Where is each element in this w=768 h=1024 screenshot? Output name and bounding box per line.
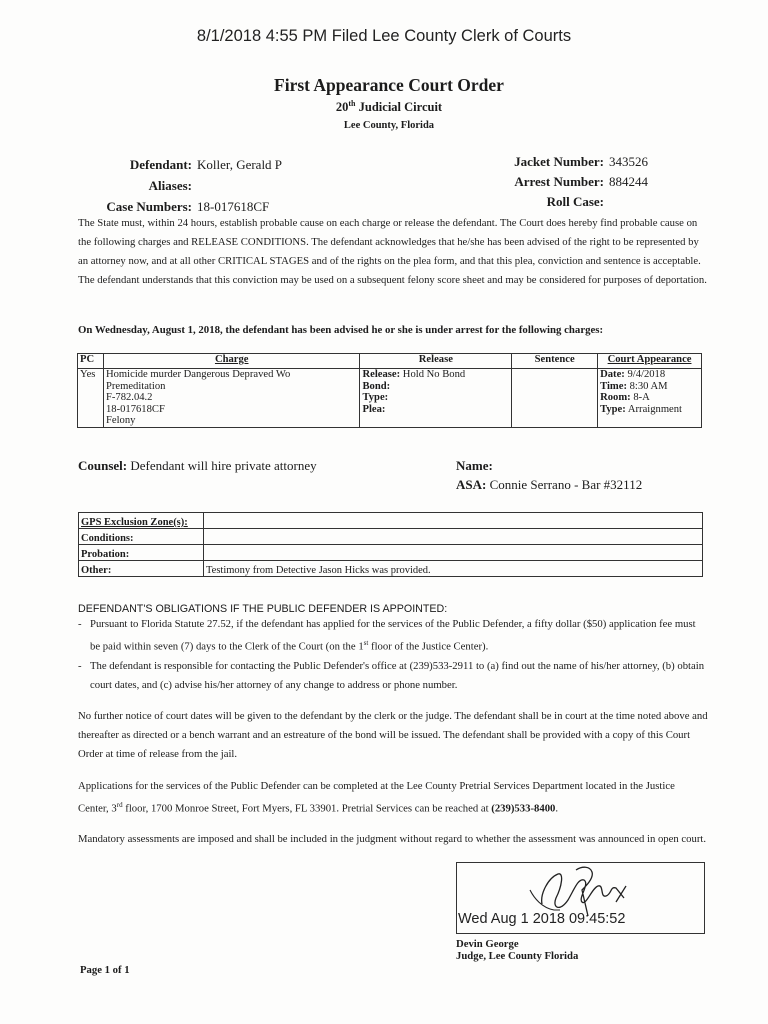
probation-row: Probation: xyxy=(79,545,703,561)
header-court-appearance: Court Appearance xyxy=(598,354,702,369)
arrest-info xyxy=(460,152,648,212)
defendant-info xyxy=(70,154,282,217)
aliases-row: Aliases: xyxy=(148,178,192,193)
judge-title: Judge, Lee County Florida xyxy=(456,950,579,962)
charges-table xyxy=(77,353,702,428)
header-release: Release xyxy=(360,354,512,369)
judge-name: Devin George xyxy=(456,938,519,950)
other-row: Other: Testimony from Detective Jason Hicks was provided. xyxy=(79,561,703,577)
county-line: Lee County, Florida xyxy=(343,120,435,131)
appearance-cell: Date: 9/4/2018 Time: 8:30 AM Room: 8-A Type: Arraignment xyxy=(598,369,702,428)
header-pc: PC xyxy=(78,354,104,369)
page-number: Page 1 of 1 xyxy=(80,964,130,976)
charges-header-row xyxy=(78,354,702,369)
filed-header: 8/1/2018 4:55 PM Filed Lee County Clerk of Courts xyxy=(196,27,572,45)
pretrial-paragraph: Applications for the services of the Public Defender can be completed at the Lee County Pretrial Services Department located in the Justice Center, 3rd floor, 1700 Monroe Street, Fort Myers, FL 33901. Pretrial Services can be reached at (239)533-8400. xyxy=(78,780,675,815)
gps-row: GPS Exclusion Zone(s): xyxy=(79,513,703,529)
defendant-row: Defendant: Koller, Gerald P xyxy=(129,157,283,172)
header-charge: Charge xyxy=(103,354,360,369)
arrest-number-row: Arrest Number: 884244 xyxy=(514,174,648,189)
asa-line: ASA: Connie Serrano - Bar #32112 xyxy=(456,477,643,492)
obligation-contact: - The defendant is responsible for contacting the Public Defender's office at (239)533-2911 to (a) find out the name of his/her attorney, (b) obtain court dates, and (c) advise his/her attorney of any change to address or phone number. xyxy=(78,659,705,691)
release-cell: Release: Hold No Bond Bond: Type: Plea: xyxy=(360,369,512,428)
counsel-line: Counsel: Defendant will hire private attorney xyxy=(78,458,317,473)
judge-block xyxy=(456,938,578,962)
arrest-statement: On Wednesday, August 1, 2018, the defendant has been advised he or she is under arrest for the following charges: xyxy=(78,324,604,336)
sentence-cell xyxy=(512,369,598,428)
obligations-heading: DEFENDANT'S OBLIGATIONS IF THE PUBLIC DEFENDER IS APPOINTED: xyxy=(78,603,448,615)
probable-cause-paragraph: The State must, within 24 hours, establish probable cause on each charge or release the defendant. The Court does hereby find probable cause on the following charges and RELEASE CONDITIONS. The defendant acknowledges that he/she has been advised of the right to be represented by an attorney now, and at all other CRITICAL STAGES and of the rights on the plea form, and that this plea, conviction and sentence is acceptable. The defendant understands that this conviction may be used on a subsequent felony score sheet and may be considered for purposes of deportation. xyxy=(78,217,707,286)
jacket-number-row: Jacket Number: 343526 xyxy=(514,154,648,169)
charge-cell: Homicide murder Dangerous Depraved Wo Premeditation F-782.04.2 18-017618CF Felony xyxy=(103,369,360,428)
notice-paragraph: No further notice of court dates will be given to the defendant by the clerk or the judge. The defendant shall be in court at the time noted above and thereafter as directed or a bench warrant and an estreature of the bond will be issued. The defendant shall be provided with a copy of this Court Order at time of release from the jail. xyxy=(78,710,708,760)
obligation-fee: - Pursuant to Florida Statute 27.52, if the defendant has applied for the services of the Public Defender, a fifty dollar ($50) application fee must be paid within seven (7) days to the Clerk of the Court (on the 1st floor of the Justice Center). xyxy=(78,618,696,653)
signature-timestamp: Wed Aug 1 2018 09:45:52 xyxy=(458,911,626,927)
header-sentence: Sentence xyxy=(512,354,598,369)
case-numbers-row: Case Numbers: 18-017618CF xyxy=(106,199,270,214)
conditions-table xyxy=(78,512,703,577)
pc-cell: Yes xyxy=(78,369,104,428)
assessments-paragraph: Mandatory assessments are imposed and shall be included in the judgment without regard to whether the assessment was announced in open court. xyxy=(78,833,707,845)
roll-case-row: Roll Case: xyxy=(546,194,604,209)
obligations-list xyxy=(78,615,708,695)
judicial-circuit: 20th Judicial Circuit xyxy=(335,99,443,115)
conditions-row: Conditions: xyxy=(79,529,703,545)
charge-row xyxy=(78,369,702,428)
document-title: First Appearance Court Order xyxy=(274,75,504,95)
name-label: Name: xyxy=(456,458,493,473)
